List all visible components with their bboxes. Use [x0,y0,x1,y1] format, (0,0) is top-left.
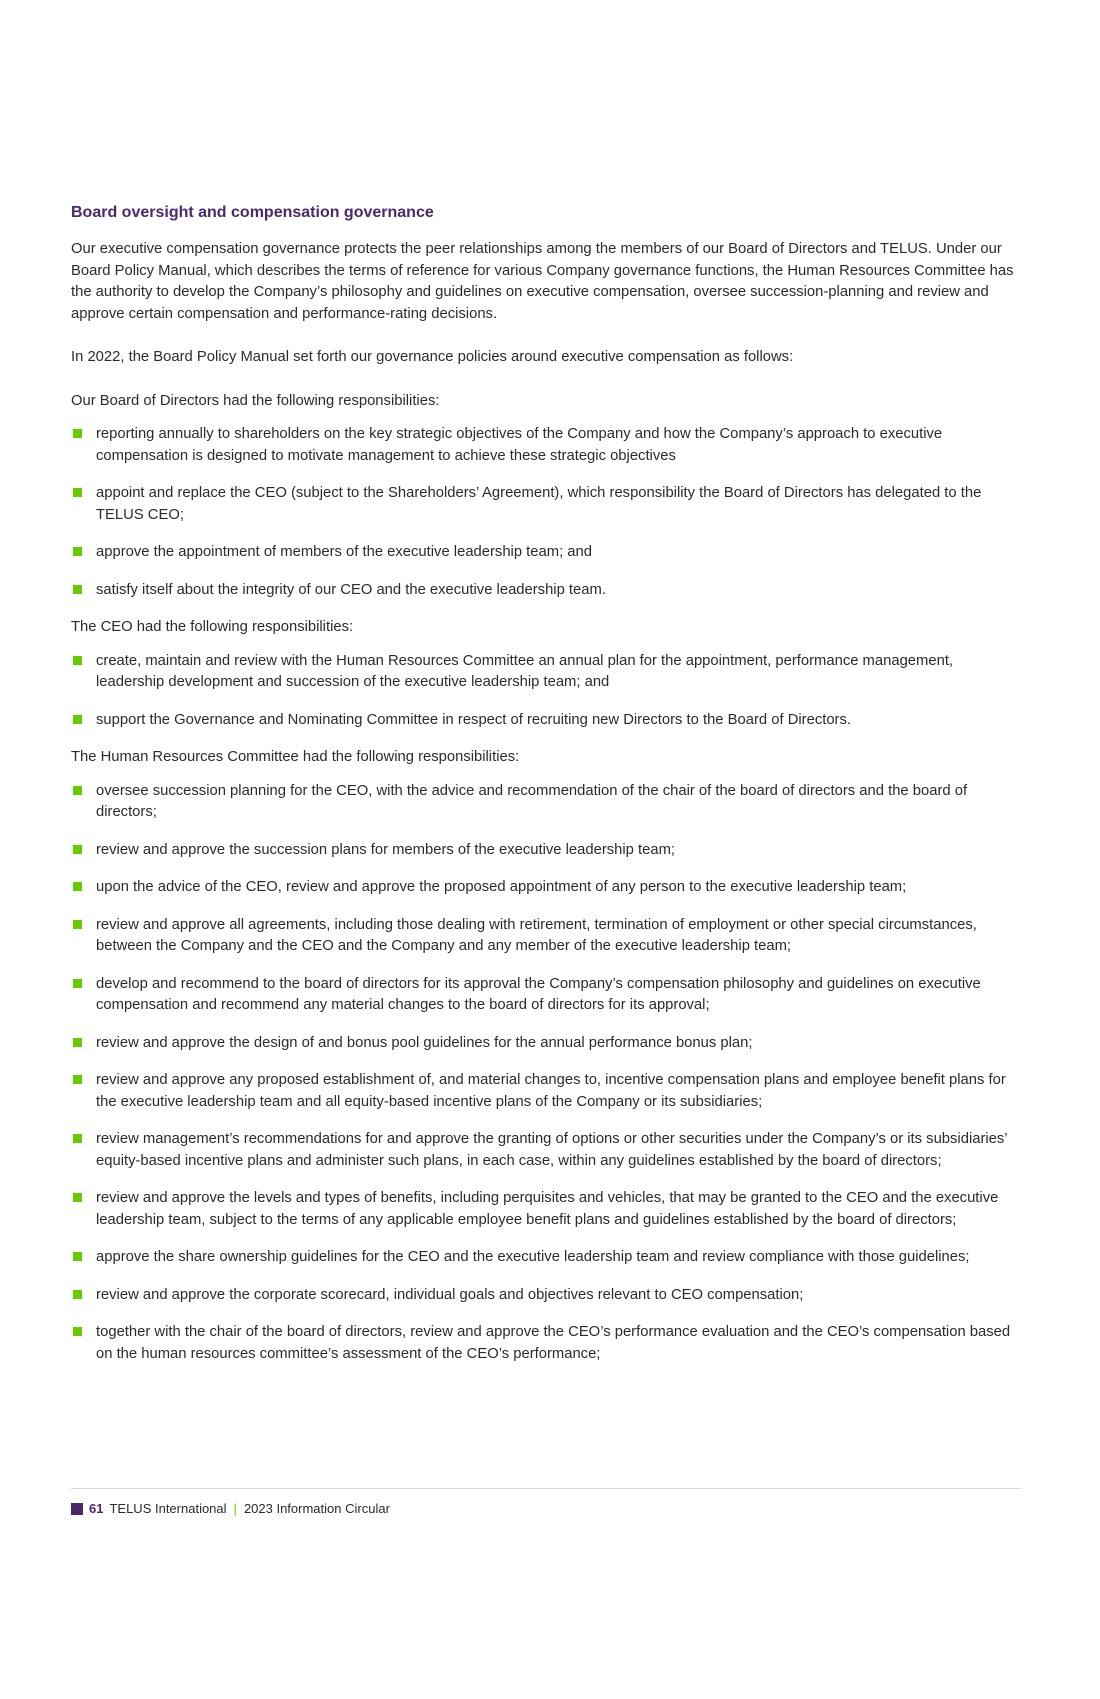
square-bullet-icon [73,488,82,497]
list-item-text: oversee succession planning for the CEO, with the advice and recommendation of the chair of the board of directors and the board of directors; [96,782,968,820]
section-lead: The Human Resources Committee had the following responsibilities: [71,749,520,765]
square-bullet-icon [73,845,82,854]
list-item-text: reporting annually to shareholders on the key strategic objectives of the Company and how the Company’s approach to executive compensation is designed to motivate management to achieve these strategic objectives [96,426,943,464]
list-item [71,651,1021,694]
list-item-text: support the Governance and Nominating Committee in respect of recruiting new Directors to the Board of Directors. [96,711,851,728]
list-item-text: develop and recommend to the board of directors for its approval the Company’s compensation philosophy and guidelines on executive compensation and recommend any material changes to the board of directors for its approval; [96,975,981,1013]
list-item [71,483,1021,526]
section-heading: Board oversight and compensation governance [71,204,434,221]
square-bullet-icon [73,1038,82,1047]
list-item [71,877,1021,899]
list-item-text: approve the share ownership guidelines for the CEO and the executive leadership team and review compliance with those guidelines; [96,1249,970,1265]
responsibility-list [71,651,1021,732]
list-item [71,1285,1021,1307]
square-bullet-icon [73,547,82,556]
page-footer [71,1488,1021,1518]
list-item [71,974,1021,1017]
square-bullet-icon [73,786,82,795]
list-item-text: approve the appointment of members of the executive leadership team; and [96,544,592,560]
list-item-text: upon the advice of the CEO, review and approve the proposed appointment of any person to the executive leadership team; [96,879,907,895]
list-item [71,1070,1021,1113]
list-item [71,1033,1021,1055]
section-lead: Our Board of Directors had the following responsibilities: [71,392,440,409]
page-content [71,203,1021,1381]
section-lead: The CEO had the following responsibilities: [71,619,354,635]
square-bullet-icon [73,979,82,988]
list-item-text: together with the chair of the board of directors, review and approve the CEO’s performance evaluation and the CEO’s compensation based on the human resources committee’s assessment of the CEO’s performance; [96,1324,1011,1362]
footer-separator: | [233,1501,237,1516]
list-item-text: review and approve the levels and types of benefits, including perquisites and vehicles, that may be granted to the CEO and the executive leadership team, subject to the terms of any applicable employee benefit plans and guidelines established by the board of directors; [96,1190,999,1228]
footer-company: TELUS International [109,1501,227,1516]
list-item-text: review management’s recommendations for and approve the granting of options or other securities under the Company’s or its subsidiaries’ equity-based incentive plans and administer such plans, in each case, within any guidelines established by the board of directors; [96,1131,1008,1169]
list-item-text: appoint and replace the CEO (subject to the Shareholders’ Agreement), which responsibility the Board of Directors has delegated to the TELUS CEO; [96,485,982,523]
list-item [71,542,1021,564]
intro-paragraph: Our executive compensation governance protects the peer relationships among the members of our Board of Directors and TELUS. Under our Board Policy Manual, which describes the terms of reference for various Company governance functions, the Human Resources Committee has the authority to develop the Company’s philosophy and guidelines on executive compensation, oversee succession-planning and review and approve certain compensation and performance-rating decisions. [71,241,1014,322]
list-item [71,915,1021,958]
square-bullet-icon [73,1252,82,1261]
list-item [71,1188,1021,1231]
footer-square-icon [71,1503,83,1515]
list-item-text: create, maintain and review with the Human Resources Committee an annual plan for the appointment, performance management, leadership development and succession of the executive leadership team; and [96,652,954,690]
policy-paragraph: In 2022, the Board Policy Manual set forth our governance policies around executive compensation as follows: [71,349,794,365]
responsibility-list [71,781,1021,1366]
list-item-text: review and approve the corporate scorecard, individual goals and objectives relevant to CEO compensation; [96,1286,804,1303]
list-item-text: review and approve the design of and bonus pool guidelines for the annual performance bonus plan; [96,1034,753,1051]
list-item [71,1322,1021,1365]
list-item [71,710,1021,732]
square-bullet-icon [73,1327,82,1336]
list-item [71,781,1021,824]
square-bullet-icon [73,656,82,665]
list-item-text: review and approve all agreements, including those dealing with retirement, termination of employment or other special circumstances, between the Company and the CEO and the Company and any member of the executive leadership team; [96,916,977,954]
square-bullet-icon [73,715,82,724]
list-item [71,1129,1021,1172]
list-item [71,1247,1021,1269]
list-item-text: satisfy itself about the integrity of our CEO and the executive leadership team. [96,581,606,598]
list-item [71,424,1021,467]
square-bullet-icon [73,1075,82,1084]
square-bullet-icon [73,585,82,594]
list-item-text: review and approve any proposed establishment of, and material changes to, incentive compensation plans and employee benefit plans for the executive leadership team and all equity-based incentive plans of the Company or its subsidiaries; [96,1072,1006,1110]
footer-document-title: 2023 Information Circular [243,1501,390,1516]
list-item [71,840,1021,862]
square-bullet-icon [73,429,82,438]
square-bullet-icon [73,1134,82,1143]
page-number: 61 [89,1501,104,1516]
square-bullet-icon [73,1290,82,1299]
square-bullet-icon [73,882,82,891]
list-item-text: review and approve the succession plans for members of the executive leadership team; [96,841,676,858]
responsibility-list [71,424,1021,601]
square-bullet-icon [73,920,82,929]
sections [71,391,1021,1366]
square-bullet-icon [73,1193,82,1202]
list-item [71,580,1021,602]
